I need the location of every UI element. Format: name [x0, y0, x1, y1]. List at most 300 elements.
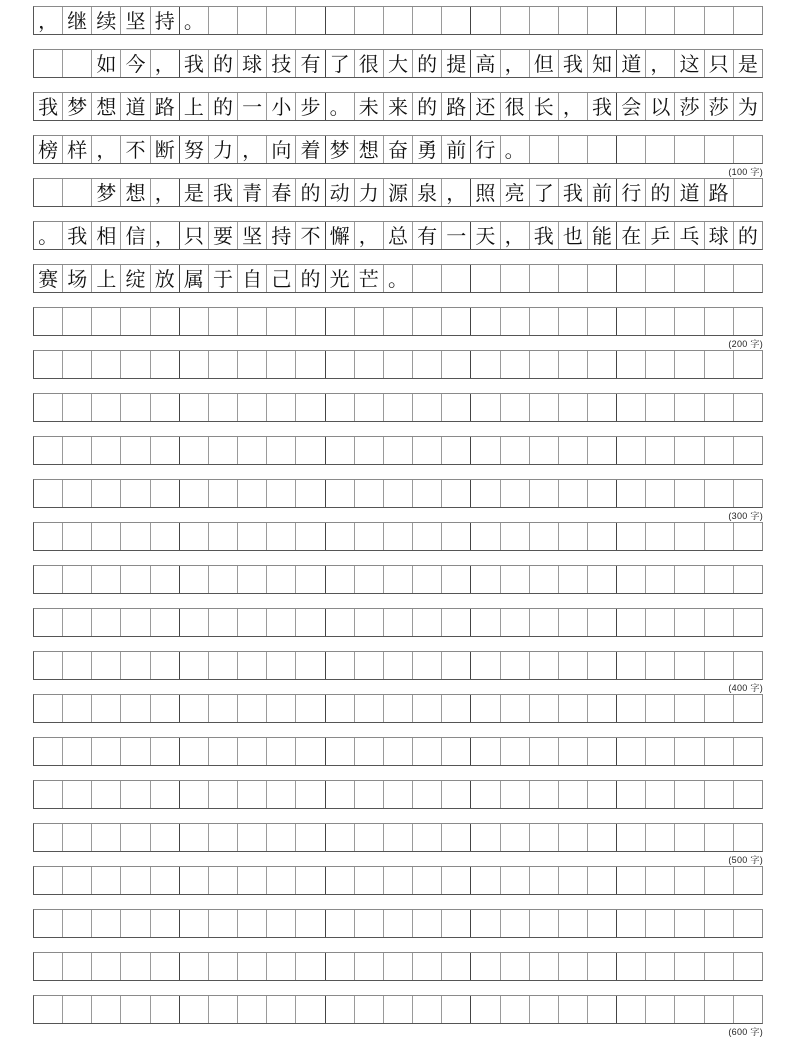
grid-cell-empty[interactable]: [121, 609, 150, 636]
grid-cell-empty[interactable]: [588, 738, 617, 765]
grid-cell-filled[interactable]: 坚: [238, 222, 267, 249]
grid-cell-empty[interactable]: [355, 867, 384, 894]
grid-cell-empty[interactable]: [617, 351, 646, 378]
grid-cell-empty[interactable]: [471, 265, 500, 292]
grid-cell-empty[interactable]: [209, 695, 238, 722]
grid-cell-empty[interactable]: [646, 265, 675, 292]
grid-cell-empty[interactable]: [180, 824, 209, 851]
grid-cell-empty[interactable]: [471, 351, 500, 378]
grid-cell-empty[interactable]: [413, 7, 442, 34]
grid-cell-empty[interactable]: [734, 953, 762, 980]
grid-cell-empty[interactable]: [92, 351, 121, 378]
grid-cell-empty[interactable]: [209, 652, 238, 679]
grid-cell-empty[interactable]: [180, 308, 209, 335]
grid-cell-empty[interactable]: [705, 609, 734, 636]
grid-cell-empty[interactable]: [501, 523, 530, 550]
grid-cell-empty[interactable]: [296, 953, 325, 980]
grid-cell-empty[interactable]: [501, 7, 530, 34]
grid-cell-empty[interactable]: [296, 824, 325, 851]
grid-cell-filled[interactable]: ，: [92, 136, 121, 163]
grid-cell-empty[interactable]: [501, 265, 530, 292]
grid-cell-empty[interactable]: [151, 738, 180, 765]
grid-cell-filled[interactable]: 莎: [675, 93, 704, 120]
grid-cell-empty[interactable]: [92, 652, 121, 679]
grid-cell-empty[interactable]: [530, 351, 559, 378]
grid-cell-empty[interactable]: [588, 394, 617, 421]
grid-cell-empty[interactable]: [442, 867, 471, 894]
grid-cell-empty[interactable]: [267, 351, 296, 378]
grid-cell-empty[interactable]: [734, 695, 762, 722]
grid-cell-empty[interactable]: [442, 480, 471, 507]
grid-cell-filled[interactable]: 也: [559, 222, 588, 249]
grid-cell-empty[interactable]: [238, 437, 267, 464]
grid-cell-empty[interactable]: [413, 480, 442, 507]
grid-cell-empty[interactable]: [675, 7, 704, 34]
grid-cell-empty[interactable]: [675, 351, 704, 378]
grid-cell-filled[interactable]: 道: [617, 50, 646, 77]
grid-cell-empty[interactable]: [413, 437, 442, 464]
grid-cell-empty[interactable]: [442, 910, 471, 937]
grid-cell-empty[interactable]: [326, 566, 355, 593]
grid-cell-empty[interactable]: [34, 351, 63, 378]
grid-cell-filled[interactable]: 相: [92, 222, 121, 249]
grid-cell-empty[interactable]: [413, 265, 442, 292]
grid-cell-empty[interactable]: [121, 652, 150, 679]
grid-cell-empty[interactable]: [267, 609, 296, 636]
grid-cell-filled[interactable]: 是: [180, 179, 209, 206]
grid-cell-empty[interactable]: [734, 179, 762, 206]
grid-cell-empty[interactable]: [705, 265, 734, 292]
grid-cell-empty[interactable]: [238, 7, 267, 34]
grid-cell-empty[interactable]: [355, 566, 384, 593]
grid-cell-filled[interactable]: 路: [151, 93, 180, 120]
grid-cell-filled[interactable]: 的: [737, 223, 758, 248]
grid-cell-empty[interactable]: [646, 695, 675, 722]
grid-cell-filled[interactable]: 我: [209, 179, 238, 206]
grid-cell-empty[interactable]: [34, 910, 63, 937]
grid-cell-empty[interactable]: [705, 738, 734, 765]
grid-cell-empty[interactable]: [559, 695, 588, 722]
grid-cell-empty[interactable]: [296, 566, 325, 593]
grid-cell-empty[interactable]: [471, 609, 500, 636]
grid-cell-empty[interactable]: [355, 351, 384, 378]
grid-cell-empty[interactable]: [646, 910, 675, 937]
grid-cell-filled[interactable]: 如: [92, 50, 121, 77]
grid-cell-filled[interactable]: ，: [34, 7, 63, 34]
grid-cell-empty[interactable]: [180, 867, 209, 894]
grid-cell-empty[interactable]: [559, 566, 588, 593]
grid-cell-empty[interactable]: [151, 394, 180, 421]
grid-cell-empty[interactable]: [705, 652, 734, 679]
grid-cell-empty[interactable]: [675, 394, 704, 421]
grid-cell-empty[interactable]: [501, 738, 530, 765]
grid-cell-empty[interactable]: [413, 652, 442, 679]
grid-cell-empty[interactable]: [646, 824, 675, 851]
grid-cell-empty[interactable]: [63, 996, 92, 1023]
grid-cell-empty[interactable]: [501, 480, 530, 507]
grid-cell-filled[interactable]: 不: [296, 222, 325, 249]
grid-cell-empty[interactable]: [530, 394, 559, 421]
grid-cell-filled[interactable]: 赛: [34, 265, 63, 292]
grid-cell-empty[interactable]: [559, 437, 588, 464]
grid-cell-empty[interactable]: [34, 695, 63, 722]
grid-cell-empty[interactable]: [238, 609, 267, 636]
grid-cell-empty[interactable]: [34, 523, 63, 550]
grid-cell-empty[interactable]: [588, 824, 617, 851]
grid-cell-filled[interactable]: 今: [121, 50, 150, 77]
grid-cell-empty[interactable]: [326, 523, 355, 550]
grid-cell-empty[interactable]: [34, 308, 63, 335]
grid-cell-empty[interactable]: [559, 910, 588, 937]
grid-cell-empty[interactable]: [92, 566, 121, 593]
grid-cell-empty[interactable]: [588, 480, 617, 507]
grid-cell-empty[interactable]: [92, 609, 121, 636]
grid-cell-empty[interactable]: [326, 480, 355, 507]
grid-cell-filled[interactable]: 路: [442, 93, 471, 120]
grid-cell-empty[interactable]: [267, 867, 296, 894]
grid-cell-empty[interactable]: [384, 394, 413, 421]
grid-cell-empty[interactable]: [413, 867, 442, 894]
grid-cell-empty[interactable]: [530, 308, 559, 335]
grid-cell-empty[interactable]: [646, 351, 675, 378]
grid-cell-empty[interactable]: [180, 695, 209, 722]
grid-cell-filled[interactable]: 我: [588, 93, 617, 120]
grid-cell-empty[interactable]: [588, 308, 617, 335]
grid-cell-filled[interactable]: 但: [530, 50, 559, 77]
grid-cell-filled[interactable]: 力: [209, 136, 238, 163]
grid-cell-empty[interactable]: [355, 824, 384, 851]
grid-cell-filled[interactable]: 会: [617, 93, 646, 120]
grid-cell-filled[interactable]: 前: [442, 136, 471, 163]
grid-cell-filled[interactable]: 这: [675, 50, 704, 77]
grid-cell-empty[interactable]: [413, 308, 442, 335]
grid-cell-empty[interactable]: [63, 910, 92, 937]
grid-cell-empty[interactable]: [238, 695, 267, 722]
grid-cell-empty[interactable]: [151, 910, 180, 937]
grid-cell-empty[interactable]: [180, 609, 209, 636]
grid-cell-empty[interactable]: [384, 609, 413, 636]
grid-cell-filled[interactable]: 很: [501, 93, 530, 120]
grid-cell-empty[interactable]: [238, 953, 267, 980]
grid-cell-empty[interactable]: [646, 996, 675, 1023]
grid-cell-empty[interactable]: [559, 265, 588, 292]
grid-cell-filled[interactable]: 续: [92, 7, 121, 34]
grid-cell-empty[interactable]: [530, 609, 559, 636]
grid-cell-empty[interactable]: [705, 136, 734, 163]
grid-cell-empty[interactable]: [501, 953, 530, 980]
grid-cell-empty[interactable]: [442, 652, 471, 679]
grid-cell-filled[interactable]: 光: [326, 265, 355, 292]
grid-cell-empty[interactable]: [180, 394, 209, 421]
grid-cell-filled[interactable]: 绽: [121, 265, 150, 292]
grid-cell-filled[interactable]: 莎: [705, 93, 734, 120]
grid-cell-filled[interactable]: 很: [355, 50, 384, 77]
grid-cell-empty[interactable]: [151, 308, 180, 335]
grid-cell-empty[interactable]: [121, 738, 150, 765]
grid-cell-filled[interactable]: 己: [267, 265, 296, 292]
grid-cell-empty[interactable]: [617, 480, 646, 507]
grid-cell-empty[interactable]: [180, 351, 209, 378]
grid-cell-filled[interactable]: 想: [121, 179, 150, 206]
grid-cell-filled[interactable]: 向: [267, 136, 296, 163]
grid-cell-empty[interactable]: [296, 394, 325, 421]
grid-cell-empty[interactable]: [326, 781, 355, 808]
grid-cell-empty[interactable]: [646, 480, 675, 507]
grid-cell-empty[interactable]: [355, 523, 384, 550]
grid-cell-empty[interactable]: [675, 781, 704, 808]
grid-cell-filled[interactable]: 信: [121, 222, 150, 249]
grid-cell-empty[interactable]: [384, 996, 413, 1023]
grid-cell-empty[interactable]: [180, 652, 209, 679]
grid-cell-empty[interactable]: [501, 566, 530, 593]
grid-cell-empty[interactable]: [151, 437, 180, 464]
grid-cell-empty[interactable]: [180, 523, 209, 550]
grid-cell-filled[interactable]: 努: [180, 136, 209, 163]
grid-cell-filled[interactable]: 场: [63, 265, 92, 292]
grid-cell-empty[interactable]: [530, 480, 559, 507]
grid-cell-empty[interactable]: [617, 265, 646, 292]
grid-cell-empty[interactable]: [326, 437, 355, 464]
grid-cell-empty[interactable]: [471, 867, 500, 894]
grid-cell-empty[interactable]: [442, 824, 471, 851]
grid-cell-empty[interactable]: [92, 523, 121, 550]
grid-cell-empty[interactable]: [588, 652, 617, 679]
grid-cell-filled[interactable]: 的: [413, 93, 442, 120]
grid-cell-filled[interactable]: 道: [675, 179, 704, 206]
grid-cell-empty[interactable]: [151, 953, 180, 980]
grid-cell-empty[interactable]: [238, 867, 267, 894]
grid-cell-filled[interactable]: 还: [471, 93, 500, 120]
grid-cell-empty[interactable]: [296, 308, 325, 335]
grid-cell-empty[interactable]: [675, 953, 704, 980]
grid-cell-empty[interactable]: [588, 953, 617, 980]
grid-cell-empty[interactable]: [734, 265, 762, 292]
grid-cell-empty[interactable]: [296, 867, 325, 894]
grid-cell-filled[interactable]: 总: [384, 222, 413, 249]
grid-cell-empty[interactable]: [34, 781, 63, 808]
grid-cell-empty[interactable]: [617, 523, 646, 550]
grid-cell-filled[interactable]: 着: [296, 136, 325, 163]
grid-cell-filled[interactable]: ，: [238, 136, 267, 163]
grid-cell-filled[interactable]: 我: [530, 222, 559, 249]
grid-cell-empty[interactable]: [384, 480, 413, 507]
grid-cell-empty[interactable]: [530, 953, 559, 980]
grid-cell-filled[interactable]: 乒: [646, 222, 675, 249]
grid-cell-empty[interactable]: [734, 7, 762, 34]
grid-cell-empty[interactable]: [92, 996, 121, 1023]
grid-cell-filled[interactable]: 是: [737, 51, 758, 76]
grid-cell-empty[interactable]: [355, 781, 384, 808]
grid-cell-empty[interactable]: [501, 351, 530, 378]
grid-cell-empty[interactable]: [63, 523, 92, 550]
grid-cell-empty[interactable]: [238, 308, 267, 335]
grid-cell-empty[interactable]: [501, 437, 530, 464]
grid-cell-empty[interactable]: [413, 996, 442, 1023]
grid-cell-filled[interactable]: 为: [737, 94, 758, 119]
grid-cell-filled[interactable]: 未: [355, 93, 384, 120]
grid-cell-empty[interactable]: [238, 394, 267, 421]
grid-cell-empty[interactable]: [151, 652, 180, 679]
grid-cell-empty[interactable]: [559, 308, 588, 335]
grid-cell-empty[interactable]: [413, 738, 442, 765]
grid-cell-empty[interactable]: [238, 996, 267, 1023]
grid-cell-empty[interactable]: [734, 652, 762, 679]
grid-cell-empty[interactable]: [384, 695, 413, 722]
grid-cell-empty[interactable]: [734, 523, 762, 550]
grid-cell-filled[interactable]: ，: [355, 222, 384, 249]
grid-cell-empty[interactable]: [442, 394, 471, 421]
grid-cell-empty[interactable]: [646, 437, 675, 464]
grid-cell-empty[interactable]: [384, 824, 413, 851]
grid-cell-filled[interactable]: 球: [238, 50, 267, 77]
grid-cell-empty[interactable]: [63, 781, 92, 808]
grid-cell-empty[interactable]: [121, 996, 150, 1023]
grid-cell-empty[interactable]: [121, 437, 150, 464]
grid-cell-empty[interactable]: [705, 523, 734, 550]
grid-cell-empty[interactable]: [530, 7, 559, 34]
grid-cell-empty[interactable]: [267, 695, 296, 722]
grid-cell-filled[interactable]: 小: [267, 93, 296, 120]
grid-cell-empty[interactable]: [209, 824, 238, 851]
grid-cell-filled[interactable]: ，: [646, 50, 675, 77]
grid-cell-empty[interactable]: [413, 953, 442, 980]
grid-cell-filled[interactable]: 放: [151, 265, 180, 292]
grid-cell-empty[interactable]: [326, 652, 355, 679]
grid-cell-empty[interactable]: [355, 308, 384, 335]
grid-cell-filled[interactable]: ，: [501, 222, 530, 249]
grid-cell-empty[interactable]: [617, 824, 646, 851]
grid-cell-empty[interactable]: [530, 824, 559, 851]
grid-cell-empty[interactable]: [121, 695, 150, 722]
grid-cell-empty[interactable]: [296, 910, 325, 937]
grid-cell-empty[interactable]: [442, 7, 471, 34]
grid-cell-empty[interactable]: [63, 695, 92, 722]
grid-cell-filled[interactable]: 榜: [34, 136, 63, 163]
grid-cell-empty[interactable]: [646, 609, 675, 636]
grid-cell-empty[interactable]: [92, 910, 121, 937]
grid-cell-filled[interactable]: 了: [530, 179, 559, 206]
grid-cell-filled[interactable]: 属: [180, 265, 209, 292]
grid-cell-empty[interactable]: [34, 609, 63, 636]
grid-cell-filled[interactable]: 我: [559, 179, 588, 206]
grid-cell-empty[interactable]: [326, 7, 355, 34]
grid-cell-empty[interactable]: [471, 394, 500, 421]
grid-cell-empty[interactable]: [34, 867, 63, 894]
grid-cell-empty[interactable]: [675, 824, 704, 851]
grid-cell-empty[interactable]: [34, 437, 63, 464]
grid-cell-empty[interactable]: [675, 480, 704, 507]
grid-cell-empty[interactable]: [384, 867, 413, 894]
grid-cell-empty[interactable]: [267, 824, 296, 851]
grid-cell-empty[interactable]: [530, 910, 559, 937]
grid-cell-filled[interactable]: 断: [151, 136, 180, 163]
grid-cell-empty[interactable]: [121, 308, 150, 335]
grid-cell-empty[interactable]: [384, 652, 413, 679]
grid-cell-empty[interactable]: [442, 566, 471, 593]
grid-cell-empty[interactable]: [151, 695, 180, 722]
grid-cell-empty[interactable]: [471, 308, 500, 335]
grid-cell-empty[interactable]: [384, 910, 413, 937]
grid-cell-empty[interactable]: [326, 351, 355, 378]
grid-cell-filled[interactable]: 高: [471, 50, 500, 77]
grid-cell-empty[interactable]: [121, 523, 150, 550]
grid-cell-empty[interactable]: [413, 566, 442, 593]
grid-cell-filled[interactable]: 懈: [326, 222, 355, 249]
grid-cell-empty[interactable]: [355, 910, 384, 937]
grid-cell-empty[interactable]: [92, 695, 121, 722]
grid-cell-empty[interactable]: [121, 824, 150, 851]
grid-cell-empty[interactable]: [675, 910, 704, 937]
grid-cell-empty[interactable]: [734, 910, 762, 937]
grid-cell-empty[interactable]: [267, 394, 296, 421]
grid-cell-empty[interactable]: [530, 265, 559, 292]
grid-cell-empty[interactable]: [355, 394, 384, 421]
grid-cell-empty[interactable]: [501, 867, 530, 894]
grid-cell-empty[interactable]: [646, 308, 675, 335]
grid-cell-empty[interactable]: [267, 7, 296, 34]
grid-cell-empty[interactable]: [326, 996, 355, 1023]
grid-cell-filled[interactable]: 上: [180, 93, 209, 120]
grid-cell-filled[interactable]: 。: [180, 7, 209, 34]
grid-cell-empty[interactable]: [617, 308, 646, 335]
grid-cell-filled[interactable]: 自: [238, 265, 267, 292]
grid-cell-empty[interactable]: [617, 953, 646, 980]
grid-cell-empty[interactable]: [63, 566, 92, 593]
grid-cell-empty[interactable]: [63, 308, 92, 335]
grid-cell-empty[interactable]: [471, 996, 500, 1023]
grid-cell-empty[interactable]: [588, 437, 617, 464]
grid-cell-empty[interactable]: [705, 910, 734, 937]
grid-cell-empty[interactable]: [442, 523, 471, 550]
grid-cell-empty[interactable]: [559, 738, 588, 765]
grid-cell-empty[interactable]: [501, 394, 530, 421]
grid-cell-empty[interactable]: [296, 781, 325, 808]
grid-cell-empty[interactable]: [675, 308, 704, 335]
grid-cell-empty[interactable]: [267, 996, 296, 1023]
grid-cell-empty[interactable]: [209, 996, 238, 1023]
grid-cell-empty[interactable]: [646, 652, 675, 679]
grid-cell-filled[interactable]: 乓: [675, 222, 704, 249]
grid-cell-empty[interactable]: [413, 910, 442, 937]
grid-cell-empty[interactable]: [296, 437, 325, 464]
grid-cell-empty[interactable]: [442, 695, 471, 722]
grid-cell-filled[interactable]: 行: [617, 179, 646, 206]
grid-cell-empty[interactable]: [238, 566, 267, 593]
grid-cell-empty[interactable]: [734, 738, 762, 765]
grid-cell-empty[interactable]: [384, 566, 413, 593]
grid-cell-filled[interactable]: 在: [617, 222, 646, 249]
grid-cell-empty[interactable]: [326, 867, 355, 894]
grid-cell-empty[interactable]: [92, 308, 121, 335]
grid-cell-empty[interactable]: [326, 609, 355, 636]
grid-cell-empty[interactable]: [705, 996, 734, 1023]
grid-cell-empty[interactable]: [617, 566, 646, 593]
grid-cell-empty[interactable]: [267, 480, 296, 507]
grid-cell-empty[interactable]: [675, 996, 704, 1023]
grid-cell-filled[interactable]: ，: [501, 50, 530, 77]
grid-cell-empty[interactable]: [588, 910, 617, 937]
grid-cell-empty[interactable]: [326, 308, 355, 335]
grid-cell-empty[interactable]: [296, 523, 325, 550]
grid-cell-empty[interactable]: [559, 394, 588, 421]
grid-cell-empty[interactable]: [442, 609, 471, 636]
grid-cell-empty[interactable]: [209, 437, 238, 464]
grid-cell-empty[interactable]: [267, 652, 296, 679]
grid-cell-empty[interactable]: [734, 824, 762, 851]
grid-cell-empty[interactable]: [296, 738, 325, 765]
grid-cell-empty[interactable]: [121, 351, 150, 378]
grid-cell-empty[interactable]: [209, 394, 238, 421]
